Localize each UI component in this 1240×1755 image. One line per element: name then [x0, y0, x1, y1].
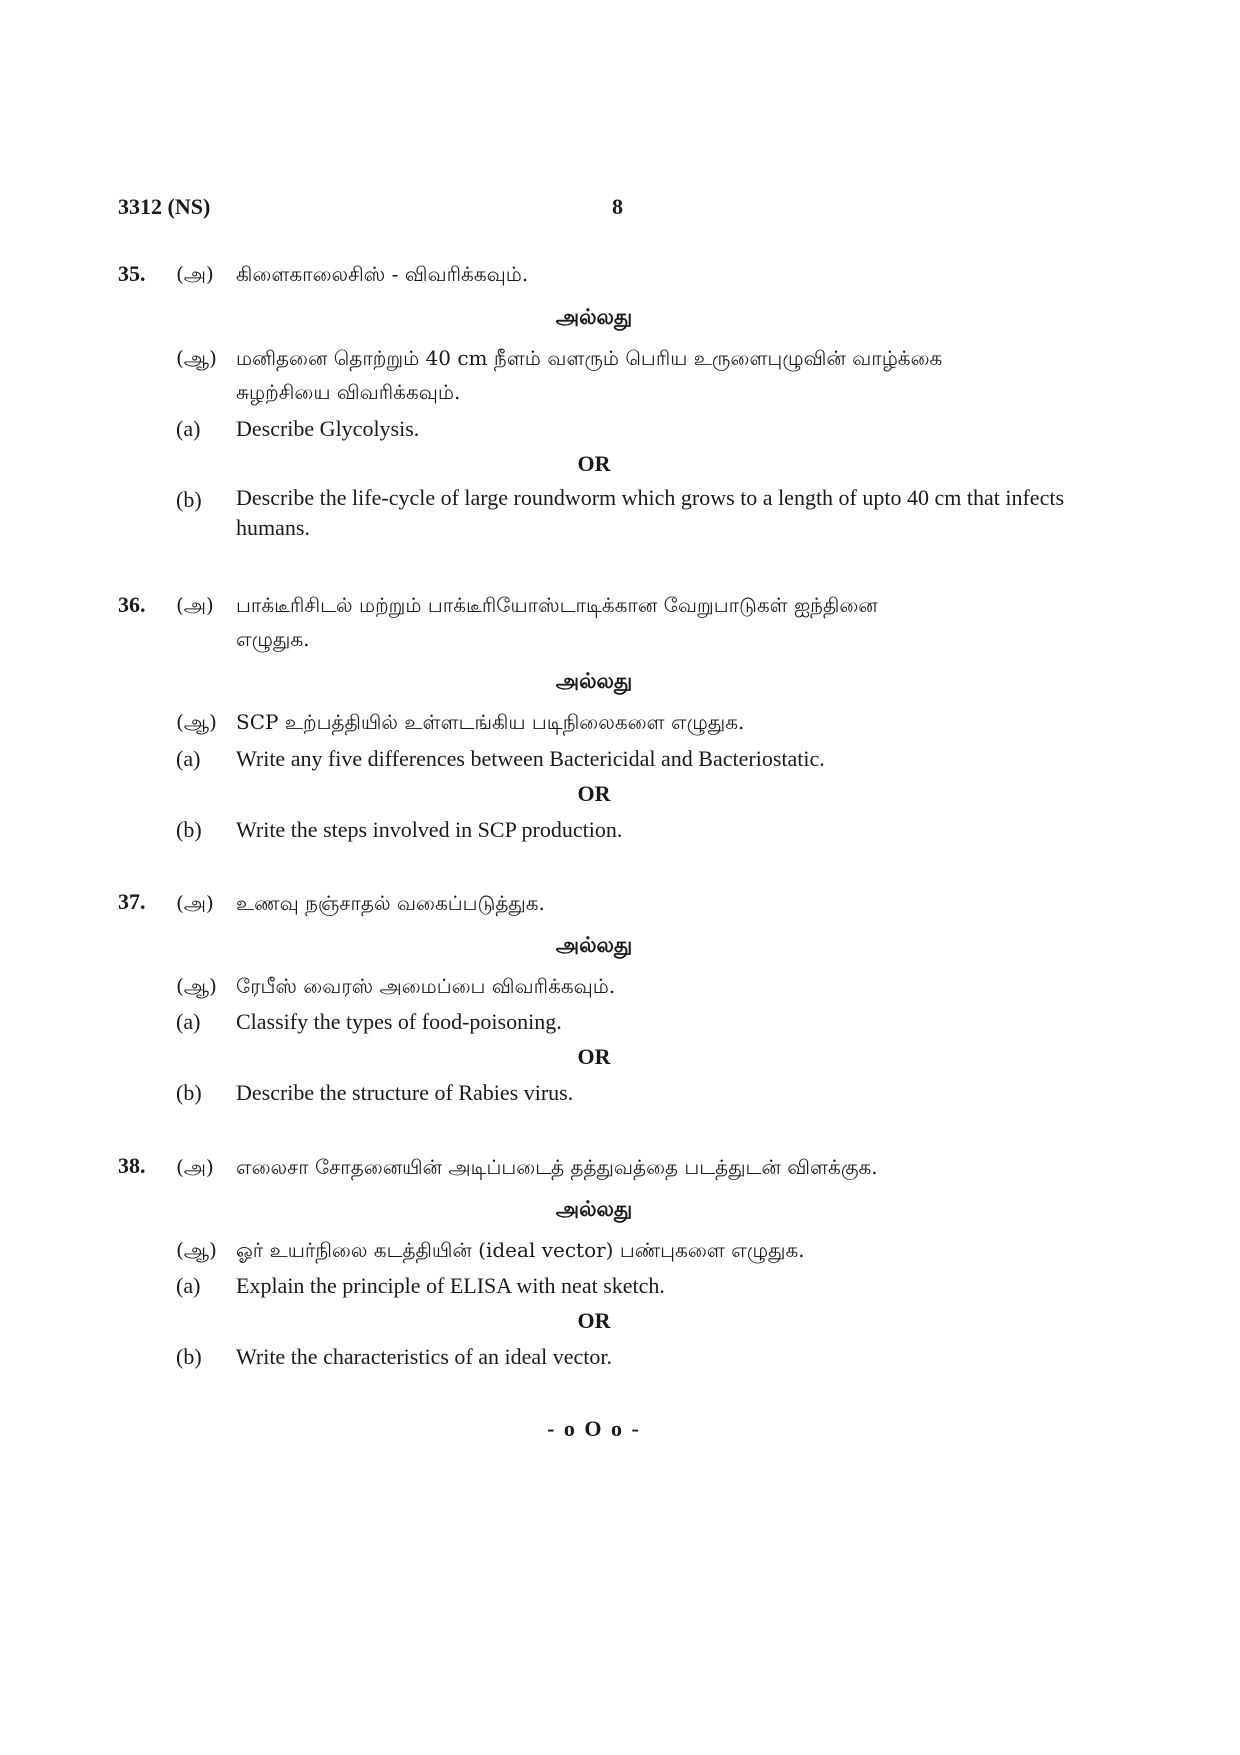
english-option-a-text: Explain the principle of ELISA with neat sketch. [236, 1273, 665, 1298]
tamil-option-b-text: மனிதனை தொற்றும் 40 cm நீளம் வளரும் பெரிய உருளைபுழுவின் வாழ்க்கை [236, 346, 943, 370]
tamil-option-a-text: பாக்டீரிசிடல் மற்றும் பாக்டீரியோஸ்டாடிக்கான வேறுபாடுகள் ஐந்தினை [236, 593, 878, 617]
question-number: 38. [118, 1153, 146, 1178]
tamil-option-a-text: எலைசா சோதனையின் அடிப்படைத் தத்துவத்தை படத்துடன் விளக்குக. [236, 1155, 878, 1179]
english-option-b-label: (b) [176, 1080, 202, 1105]
tamil-option-b-text-cont: சுழற்சியை விவரிக்கவும். [236, 380, 461, 404]
english-option-a-label: (a) [176, 416, 201, 441]
english-option-b-text: Describe the structure of Rabies virus. [236, 1080, 574, 1105]
tamil-option-a-text-cont: எழுதுக. [236, 627, 310, 651]
tamil-option-a-label: (அ) [176, 593, 214, 617]
english-option-a-text: Classify the types of food-poisoning. [236, 1009, 562, 1034]
tamil-option-b-label: (ஆ) [176, 974, 217, 998]
tamil-option-a-label: (அ) [176, 891, 214, 915]
tamil-option-a-text: உணவு நஞ்சாதல் வகைப்படுத்துக. [236, 891, 545, 915]
tamil-or-separator: அல்லது [555, 304, 633, 329]
english-or-separator: OR [577, 1308, 611, 1333]
english-option-a-label: (a) [176, 746, 201, 771]
english-option-b-label: (b) [176, 487, 202, 512]
english-or-separator: OR [577, 451, 611, 476]
tamil-or-separator: அல்லது [555, 1196, 633, 1221]
english-option-b-text: Describe the life-cycle of large roundworm which grows to a length of upto 40 cm that infects humans. [236, 485, 1065, 540]
page-number: 8 [612, 194, 623, 219]
tamil-option-b-label: (ஆ) [176, 710, 217, 734]
english-option-b-text: Write the steps involved in SCP production. [236, 817, 623, 842]
tamil-option-b-label: (ஆ) [176, 346, 217, 370]
tamil-option-b-label: (ஆ) [176, 1238, 217, 1262]
tamil-or-separator: அல்லது [555, 668, 633, 693]
tamil-or-separator: அல்லது [555, 932, 633, 957]
tamil-option-a-label: (அ) [176, 262, 214, 286]
question-number: 37. [118, 889, 146, 914]
english-option-a-text: Write any five differences between Bactericidal and Bacteriostatic. [236, 746, 825, 771]
english-option-a-text: Describe Glycolysis. [236, 416, 420, 441]
tamil-option-a-label: (அ) [176, 1155, 214, 1179]
tamil-option-b-text: SCP உற்பத்தியில் உள்ளடங்கிய படிநிலைகளை எழுதுக. [236, 710, 745, 734]
tamil-option-b-text: ஓர் உயர்நிலை கடத்தியின் (ideal vector) பண்புகளை எழுதுக. [236, 1238, 805, 1262]
english-option-b-label: (b) [176, 1344, 202, 1369]
question-number: 36. [118, 592, 146, 617]
english-option-a-label: (a) [176, 1009, 201, 1034]
tamil-option-b-text: ரேபீஸ் வைரஸ் அமைப்பை விவரிக்கவும். [236, 974, 616, 998]
end-of-paper-mark: - o O o - [547, 1416, 641, 1441]
english-option-b-text: Write the characteristics of an ideal vector. [236, 1344, 612, 1369]
english-or-separator: OR [577, 1044, 611, 1069]
english-option-a-label: (a) [176, 1273, 201, 1298]
english-option-b-label: (b) [176, 817, 202, 842]
question-number: 35. [118, 261, 146, 286]
english-or-separator: OR [577, 781, 611, 806]
paper-code: 3312 (NS) [118, 194, 211, 219]
tamil-option-a-text: கிளைகாலைசிஸ் - விவரிக்கவும். [236, 262, 529, 286]
